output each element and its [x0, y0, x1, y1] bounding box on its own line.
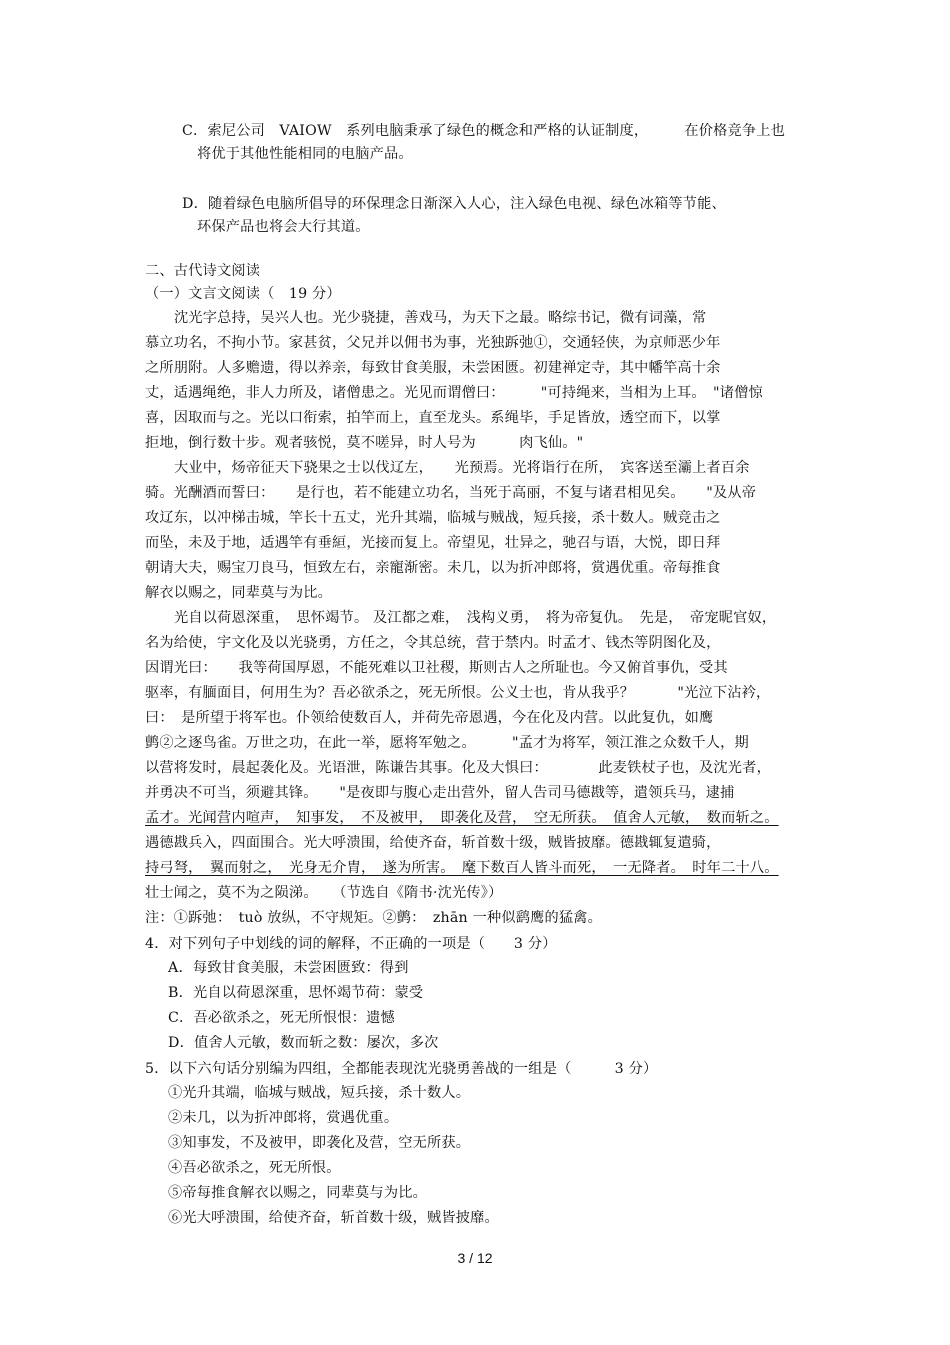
- text-line: 曰： 是所望于将军也。仆领给使数百人，并荷先帝恩遇，今在化及内营。以此复仇，如鹰: [145, 710, 714, 726]
- text-line: ①光升其端，临城与贼战，短兵接，杀十数人。: [168, 1085, 471, 1101]
- text-line: 持弓弩， 翼而射之， 光身无介胄， 遂为所害。 麾下数百人皆斗而死， 一无降者。 时年二十八。: [145, 860, 779, 876]
- text-line: 丈，适遇绳绝，非人力所及，诸僧患之。光见而谓僧曰： "可持绳来，当相为上耳。 "诸僧惊: [145, 385, 763, 401]
- text-line: 沈光字总持，吴兴人也。光少骁捷，善戏马，为天下之最。略综书记，微有词藻，常: [174, 310, 707, 326]
- text-line: 遇德戡兵入，四面围合。光大呼溃围，给使齐奋，斩首数十级，贼皆披靡。德戡辄复遣骑，: [145, 835, 721, 851]
- text-line: 朝请大夫，赐宝刀良马，恒致左右，亲寵渐密。未几，以为折冲郎将，赏遇优重。帝每推食: [145, 560, 721, 576]
- text-line: 4．对下列句子中划线的词的解释，不正确的一项是（ 3 分）: [145, 936, 557, 952]
- text-line: A．每致甘食美服，未尝困匮致：得到: [168, 960, 409, 976]
- text-line: 鹯②之逐鸟雀。万世之功，在此一举，愿将军勉之。 "孟才为将军，领江淮之众数千人，期: [145, 735, 749, 751]
- text-line: 驱率，有腼面目，何用生为？吾必欲杀之，死无所恨。公义士也，肯从我乎？ "光泣下沾衿，: [145, 685, 771, 701]
- text-line: 因谓光曰： 我等荷国厚恩，不能死难以卫社稷，斯则古人之所耻也。今又俯首事仇，受其: [145, 660, 728, 676]
- page-number: 3 / 12: [457, 1250, 493, 1266]
- text-line: ⑥光大呼溃围，给使齐奋，斩首数十级，贼皆披靡。: [168, 1210, 499, 1226]
- text-line: D．随着绿色电脑所倡导的环保理念日渐深入人心，注入绿色电视、绿色冰箱等节能、: [182, 196, 726, 212]
- text-line: 以营将发时，晨起袭化及。光语泄，陈谦告其事。化及大惧曰： 此麦铁杖子也，及沈光者，: [145, 760, 771, 776]
- text-line: 并勇决不可当，须避其锋。 "是夜即与腹心走出营外，留人告司马德戡等，遣领兵马，逮捕: [145, 785, 735, 801]
- text-line: D．值舍人元敏，数而斩之数：屡次，多次: [168, 1035, 439, 1051]
- text-line: 5．以下六句话分别编为四组，全都能表现沈光骁勇善战的一组是（ 3 分）: [145, 1061, 658, 1077]
- text-line: 二、古代诗文阅读: [145, 263, 261, 279]
- text-line: C．索尼公司 VAIOW 系列电脑秉承了绿色的概念和严格的认证制度， 在价格竞争上也: [182, 123, 786, 139]
- text-line: 拒地，倒行数十步。观者骇悦，莫不嗟异，时人号为 肉飞仙。": [145, 435, 584, 451]
- text-line: 解衣以赐之，同辈莫与为比。: [145, 585, 333, 601]
- text-line: 喜，因取而与之。光以口衔索，拍竿而上，直至龙头。系绳毕，手足皆放，透空而下，以掌: [145, 410, 721, 426]
- text-line: ④吾必欲杀之，死无所恨。: [168, 1160, 341, 1176]
- text-line: 慕立功名，不拘小节。家甚贫，父兄并以佣书为事，光独跅弛①，交通轻侠，为京师恶少年: [145, 335, 721, 351]
- text-line: 注：①跅弛： tuò 放纵，不守规矩。②鹯： zhān 一种似鹞鹰的猛禽。: [145, 910, 603, 926]
- text-line: 环保产品也将会大行其道。: [197, 219, 370, 235]
- text-line: 骑。光酬酒而誓曰： 是行也，若不能建立功名，当死于高丽，不复与诸君相见矣。 "及从帝: [145, 485, 757, 501]
- text-line: 壮士闻之，莫不为之陨涕。 （节选自《隋书·沈光传》）: [145, 885, 503, 901]
- text-line: C．吾必欲杀之，死无所恨恨：遗憾: [168, 1010, 395, 1026]
- text-line: 而坠，未及于地，适遇竿有垂絙，光接而复上。帝望见，壮异之，驰召与语，大悦，即日拜: [145, 535, 721, 551]
- text-line: ⑤帝每推食解衣以赐之，同辈莫与为比。: [168, 1185, 427, 1201]
- text-line: 大业中，炀帝征天下骁果之士以伐辽左， 光预焉。光将诣行在所， 宾客送至灞上者百余: [174, 460, 750, 476]
- text-line: （一）文言文阅读（ 19 分）: [145, 286, 341, 302]
- text-line: ③知事发，不及被甲，即袭化及营，空无所获。: [168, 1135, 471, 1151]
- text-line: 之所朋附。人多赡遗，得以养亲，每致甘食美服，未尝困匮。初建禅定寺，其中幡竿高十余: [145, 360, 721, 376]
- text-line: 光自以荷恩深重， 思怀竭节。 及江都之难， 浅构义勇， 将为帝复仇。 先是， 帝宠昵官奴，: [174, 610, 777, 626]
- text-line: 将优于其他性能相同的电脑产品。: [197, 146, 413, 162]
- text-line: 攻辽东，以冲梯击城，竿长十五丈，光升其端，临城与贼战，短兵接，杀十数人。贼竞击之: [145, 510, 721, 526]
- text-line: B．光自以荷恩深重，思怀竭节荷：蒙受: [168, 985, 424, 1001]
- text-line: ②未几，以为折冲郎将，赏遇优重。: [168, 1110, 399, 1126]
- text-line: 名为给使，宇文化及以光骁勇，方任之，令其总统，营于禁内。时孟才、钱杰等阴图化及，: [145, 635, 721, 651]
- text-line: 孟才。光闻营内喧声， 知事发， 不及被甲， 即袭化及营， 空无所获。 值舍人元敏， 数而斩之。: [145, 810, 779, 826]
